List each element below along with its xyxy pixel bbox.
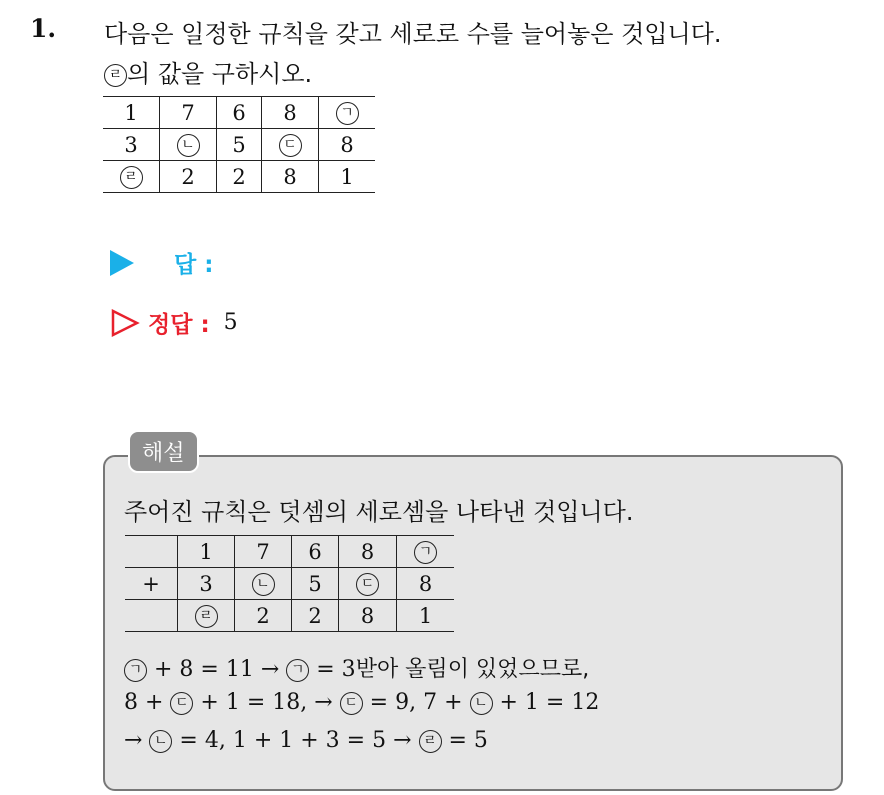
table-cell — [178, 600, 235, 632]
question-text-line2 — [104, 54, 312, 89]
solution-text: + 1 = 18, → — [193, 690, 340, 715]
circled-cell: ㄷ — [279, 134, 302, 157]
table-row — [125, 568, 454, 600]
table-row — [125, 536, 454, 568]
question-number: 1. — [30, 14, 57, 43]
circled-cell: ㄷ — [356, 573, 379, 596]
table-cell: 2 — [217, 161, 262, 193]
circled-cell: ㄴ — [252, 573, 275, 596]
table-row — [125, 600, 454, 632]
filled-triangle-icon — [110, 250, 134, 276]
table-cell — [319, 97, 376, 129]
solution-line-2 — [124, 690, 599, 715]
correct-answer-label: 정답 : — [148, 312, 210, 338]
circled-cell: ㄹ — [195, 605, 218, 628]
solution-text: = 9, 7 + — [362, 690, 470, 715]
table-cell: 8 — [262, 97, 319, 129]
table-cell: 2 — [292, 600, 339, 632]
table-cell: 1 — [103, 97, 160, 129]
table-cell: 8 — [339, 536, 397, 568]
correct-answer-row — [110, 306, 238, 339]
table-cell — [397, 536, 455, 568]
table-cell — [125, 536, 178, 568]
circled-marker: ㄱ — [124, 659, 147, 682]
table-cell: 7 — [235, 536, 292, 568]
table-cell — [103, 161, 160, 193]
circled-marker: ㄱ — [286, 659, 309, 682]
table-cell — [339, 568, 397, 600]
solution-text: → — [124, 728, 150, 753]
solution-text: 8 + — [124, 690, 171, 715]
solution-text: = 4, 1 + 1 + 3 = 5 → — [172, 728, 419, 753]
solution-line-3 — [124, 728, 488, 753]
table-cell: 1 — [397, 600, 455, 632]
circled-marker: ㄷ — [170, 692, 193, 715]
table-cell: + — [125, 568, 178, 600]
question-text-line1: 다음은 일정한 규칙을 갖고 세로로 수를 늘어놓은 것입니다. — [104, 20, 722, 48]
table-row — [103, 161, 375, 193]
correct-answer-value: 5 — [223, 310, 238, 335]
solution-line-1 — [124, 652, 589, 683]
question-table — [103, 96, 375, 193]
table-cell: 5 — [292, 568, 339, 600]
circled-cell: ㄴ — [177, 134, 200, 157]
explanation-table — [125, 535, 454, 632]
table-cell: 3 — [178, 568, 235, 600]
table-cell: 6 — [292, 536, 339, 568]
table-cell: 5 — [217, 129, 262, 161]
table-cell: 2 — [160, 161, 217, 193]
table-cell — [160, 129, 217, 161]
solution-text: = 5 — [441, 728, 488, 753]
table-cell: 8 — [262, 161, 319, 193]
circled-marker: ㄴ — [470, 692, 493, 715]
circled-cell: ㄱ — [414, 541, 437, 564]
circled-marker: ㄹ — [104, 64, 127, 87]
table-cell: 6 — [217, 97, 262, 129]
circled-cell: ㄱ — [336, 102, 359, 125]
table-cell: 2 — [235, 600, 292, 632]
table-cell: 8 — [339, 600, 397, 632]
solution-text: = 3 — [309, 657, 356, 682]
explanation-tag: 해설 — [128, 430, 199, 473]
explanation-intro: 주어진 규칙은 덧셈의 세로셈을 나타낸 것입니다. — [124, 498, 634, 526]
solution-text: + 8 = 11 → — [147, 657, 287, 682]
answer-label: 답 : — [174, 252, 214, 278]
table-row — [103, 129, 375, 161]
table-cell: 7 — [160, 97, 217, 129]
table-cell: 1 — [319, 161, 376, 193]
answer-row — [110, 246, 213, 279]
outline-triangle-icon — [110, 309, 140, 337]
table-cell: 1 — [178, 536, 235, 568]
solution-text: + 1 = 12 — [492, 690, 600, 715]
table-cell: 3 — [103, 129, 160, 161]
circled-cell: ㄹ — [120, 166, 143, 189]
table-cell — [125, 600, 178, 632]
circled-marker: ㄴ — [149, 730, 172, 753]
table-cell: 8 — [397, 568, 455, 600]
table-cell — [235, 568, 292, 600]
question-text-line2-rest: 의 값을 구하시오. — [127, 60, 313, 88]
circled-marker: ㄹ — [419, 730, 442, 753]
circled-marker: ㄷ — [340, 692, 363, 715]
table-row — [103, 97, 375, 129]
solution-text: 받아 올림이 있었으므로, — [355, 657, 590, 682]
table-cell — [262, 129, 319, 161]
table-cell: 8 — [319, 129, 376, 161]
